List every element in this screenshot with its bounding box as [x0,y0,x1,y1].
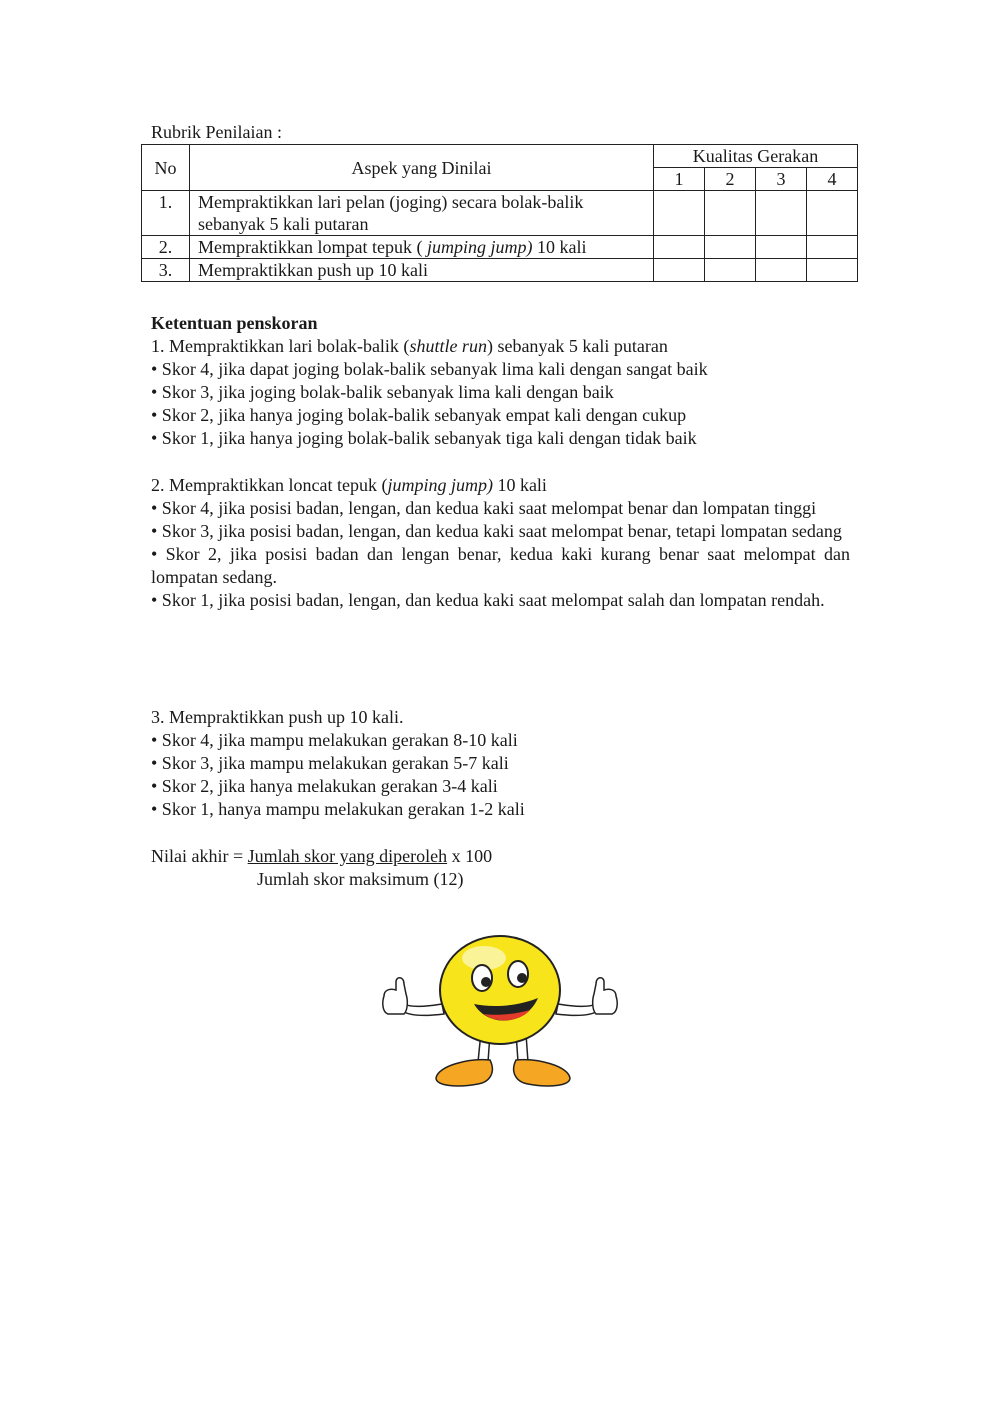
score-cell[interactable] [756,236,807,259]
list-item: • Skor 4, jika mampu melakukan gerakan 8-10 kali [151,730,518,750]
heading-italic: jumping jump) [387,475,493,495]
list-item: • Skor 3, jika mampu melakukan gerakan 5-7 kali [151,753,509,773]
row-aspect: Mempraktikkan lari pelan (joging) secara bolak-balik sebanyak 5 kali putaran [190,191,654,236]
shoes [436,1060,570,1086]
aspect-text-italic: jumping jump) [426,237,533,257]
score-cell[interactable] [705,236,756,259]
score-cell[interactable] [654,259,705,282]
header-score-4: 4 [807,168,858,191]
smiley-mascot-icon [378,932,622,1090]
score-cell[interactable] [705,259,756,282]
row-no: 3. [142,259,190,282]
score-cell[interactable] [654,236,705,259]
list-item: • Skor 1, jika hanya joging bolak-balik sebanyak tiga kali dengan tidak baik [151,428,697,448]
scoring-section-2 [151,474,850,612]
header-quality: Kualitas Gerakan [654,145,858,168]
section-heading [151,474,850,497]
aspect-text: Mempraktikkan lompat tepuk ( [198,237,427,257]
aspect-text: 10 kali [532,237,587,257]
score-cell[interactable] [705,191,756,236]
heading-italic: shuttle run [409,336,487,356]
final-score-formula [151,845,492,891]
score-cell[interactable] [807,191,858,236]
list-item: • Skor 1, jika posisi badan, lengan, dan kedua kaki saat melompat salah dan lompatan rendah. [151,590,825,610]
header-aspect: Aspek yang Dinilai [190,145,654,191]
list-item: • Skor 3, jika joging bolak-balik sebanyak lima kali dengan baik [151,382,614,402]
row-aspect [190,236,654,259]
score-cell[interactable] [756,259,807,282]
header-no: No [142,145,190,191]
score-cell[interactable] [807,236,858,259]
heading-text: 2. Mempraktikkan loncat tepuk ( [151,475,388,495]
list-item: • Skor 4, jika dapat joging bolak-balik sebanyak lima kali dengan sangat baik [151,359,708,379]
list-item: • Skor 1, hanya mampu melakukan gerakan 1-2 kali [151,799,525,819]
formula-lhs: Nilai akhir = [151,846,248,866]
list-item: • Skor 3, jika posisi badan, lengan, dan kedua kaki saat melompat benar, tetapi lompatan sedang [151,521,842,541]
scoring-section-1 [151,312,850,450]
table-row [142,191,858,236]
formula-numerator: Jumlah skor yang diperoleh [247,846,448,866]
formula-denominator: Jumlah skor maksimum (12) [257,869,464,889]
list-item: • Skor 2, jika posisi badan dan lengan benar, kedua kaki kurang benar saat melompat dan lompatan sedang. [151,544,850,587]
table-row [142,236,858,259]
score-cell[interactable] [756,191,807,236]
heading-text: 1. Mempraktikkan lari bolak-balik ( [151,336,410,356]
list-item: • Skor 2, jika hanya melakukan gerakan 3-4 kali [151,776,498,796]
section-heading [151,335,850,358]
row-no: 2. [142,236,190,259]
row-aspect: Mempraktikkan push up 10 kali [190,259,654,282]
rubric-table [141,144,858,282]
heading-text: 10 kali [492,475,547,495]
rubric-title: Rubrik Penilaian : [151,122,282,142]
section-heading: 3. Mempraktikkan push up 10 kali. [151,707,404,727]
header-score-1: 1 [654,168,705,191]
table-row [142,259,858,282]
heading-text: ) sebanyak 5 kali putaran [486,336,668,356]
scoring-title: Ketentuan penskoran [151,313,318,333]
scoring-section-3 [151,706,850,821]
list-item: • Skor 4, jika posisi badan, lengan, dan kedua kaki saat melompat benar dan lompatan tinggi [151,498,817,518]
score-cell[interactable] [654,191,705,236]
list-item: • Skor 2, jika hanya joging bolak-balik sebanyak empat kali dengan cukup [151,405,687,425]
header-score-3: 3 [756,168,807,191]
row-no: 1. [142,191,190,236]
score-cell[interactable] [807,259,858,282]
formula-multiplier: x 100 [447,846,493,866]
header-score-2: 2 [705,168,756,191]
